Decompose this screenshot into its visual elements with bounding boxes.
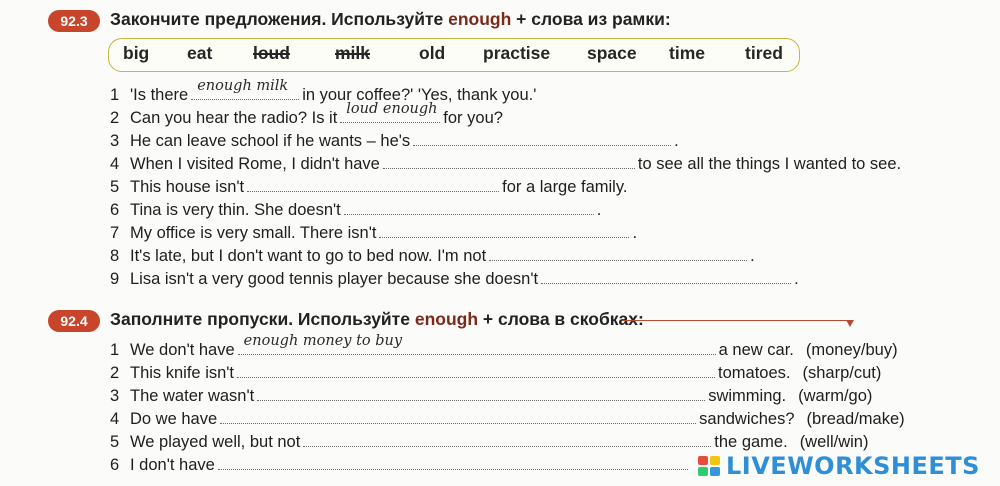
item-number: 5 xyxy=(110,178,120,196)
instruction-text: Закончите предложения. Используйте xyxy=(110,9,449,29)
item-hint: (warm/go) xyxy=(798,387,873,405)
item-text: We played well, but not xyxy=(130,433,301,451)
box-word: eat xyxy=(187,43,213,63)
item-text: Tina is very thin. She doesn't xyxy=(130,201,341,219)
answer-blank[interactable] xyxy=(247,175,499,192)
item-text: . xyxy=(794,270,799,288)
watermark-text: LIVEWORKSHEETS xyxy=(726,452,980,480)
item-number: 4 xyxy=(110,155,120,173)
exercise-item xyxy=(110,333,970,361)
item-text: I don't have xyxy=(130,456,215,474)
exercise-header xyxy=(0,306,1000,336)
item-number: 1 xyxy=(110,86,120,104)
exercise-item xyxy=(110,221,970,244)
item-text: the game. xyxy=(714,433,788,451)
item-text: Do we have xyxy=(130,410,218,428)
item-hint: (sharp/cut) xyxy=(802,364,882,382)
exercise-instruction xyxy=(110,309,644,330)
item-text: swimming. xyxy=(708,387,787,405)
item-text: Lisa isn't a very good tennis player because she doesn't xyxy=(130,270,539,288)
item-number: 1 xyxy=(110,341,120,359)
exercise-item xyxy=(110,430,970,453)
item-text: When I visited Rome, I didn't have xyxy=(130,155,380,173)
item-hint: (well/win) xyxy=(799,433,869,451)
item-number: 3 xyxy=(110,387,120,405)
answer-blank[interactable] xyxy=(257,384,705,401)
answer-blank[interactable] xyxy=(541,267,791,284)
item-text: . xyxy=(596,201,602,219)
item-hint: (bread/make) xyxy=(806,410,905,428)
item-text: for a large family. xyxy=(502,178,628,196)
exercise-item xyxy=(110,101,970,129)
item-text: This house isn't xyxy=(130,178,245,196)
item-text: a new car. xyxy=(718,341,794,359)
answer-blank[interactable] xyxy=(344,198,594,215)
answer-text: loud enough xyxy=(346,101,438,117)
exercise-item xyxy=(110,453,690,476)
answer-blank[interactable] xyxy=(303,430,711,447)
exercise-item xyxy=(110,407,970,430)
box-word-struck: loud xyxy=(253,43,290,63)
instruction-keyword: enough xyxy=(448,9,512,29)
exercise-number-badge: 92.4 xyxy=(48,310,100,332)
answer-blank[interactable] xyxy=(379,221,629,238)
answer-blank[interactable] xyxy=(340,101,440,123)
item-number: 9 xyxy=(110,270,120,288)
exercise-item xyxy=(110,361,970,384)
item-text: tomatoes. xyxy=(718,364,791,382)
word-box xyxy=(108,38,800,72)
exercise-item xyxy=(110,152,970,175)
item-number: 6 xyxy=(110,201,120,219)
item-text: in your coffee?' 'Yes, thank you.' xyxy=(302,86,537,104)
answer-text: enough money to buy xyxy=(243,333,403,349)
exercise-item xyxy=(110,78,970,106)
answer-blank[interactable] xyxy=(383,152,635,169)
item-text: We don't have xyxy=(130,341,235,359)
item-text: sandwiches? xyxy=(699,410,795,428)
exercise-item xyxy=(110,267,970,290)
answer-blank[interactable] xyxy=(413,129,671,146)
item-number: 2 xyxy=(110,364,120,382)
instruction-keyword: enough xyxy=(414,309,479,329)
item-text: It's late, but I don't want to go to bed now. I'm not xyxy=(130,247,487,265)
exercise-item xyxy=(110,129,970,152)
answer-blank[interactable] xyxy=(218,453,688,470)
answer-blank[interactable] xyxy=(238,333,716,355)
item-text: . xyxy=(632,224,638,242)
item-text: Can you hear the radio? Is it xyxy=(130,109,338,127)
box-word-struck: milk xyxy=(335,43,371,63)
box-word: tired xyxy=(745,43,783,63)
answer-blank[interactable] xyxy=(237,361,715,378)
answer-blank[interactable] xyxy=(220,407,696,424)
answer-blank[interactable] xyxy=(191,78,299,100)
item-number: 8 xyxy=(110,247,120,265)
item-text: to see all the things I wanted to see. xyxy=(637,155,902,173)
item-number: 6 xyxy=(110,456,120,474)
liveworksheets-logo-icon xyxy=(698,456,722,478)
item-hint: (money/buy) xyxy=(805,341,898,359)
exercise-item xyxy=(110,244,970,267)
item-number: 2 xyxy=(110,109,120,127)
box-word: space xyxy=(587,43,637,63)
item-text: This knife isn't xyxy=(130,364,235,382)
exercise-number-badge: 92.3 xyxy=(48,10,100,32)
arrow-down-right-icon xyxy=(622,320,852,321)
box-word: big xyxy=(123,43,150,63)
item-text: . xyxy=(750,247,755,265)
item-text: The water wasn't xyxy=(130,387,255,405)
instruction-text: + слова из рамки: xyxy=(511,9,671,29)
item-text: for you? xyxy=(443,109,503,127)
instruction-text: Заполните пропуски. Используйте xyxy=(110,309,415,329)
liveworksheets-watermark xyxy=(698,452,998,482)
item-number: 3 xyxy=(110,132,120,150)
item-number: 7 xyxy=(110,224,120,242)
item-text: . xyxy=(674,132,679,150)
item-text: My office is very small. There isn't xyxy=(130,224,377,242)
exercise-instruction xyxy=(110,9,671,30)
box-word: practise xyxy=(483,43,551,63)
answer-text: enough milk xyxy=(197,78,289,94)
box-word: old xyxy=(419,43,446,63)
item-number: 4 xyxy=(110,410,120,428)
box-word: time xyxy=(669,43,705,63)
item-number: 5 xyxy=(110,433,120,451)
answer-blank[interactable] xyxy=(489,244,747,261)
exercise-item xyxy=(110,175,970,198)
instruction-text: + слова в скобках: xyxy=(478,309,644,329)
exercise-header xyxy=(0,6,1000,36)
item-text: He can leave school if he wants – he's xyxy=(130,132,411,150)
exercise-item xyxy=(110,384,970,407)
exercise-item xyxy=(110,198,970,221)
item-text: 'Is there xyxy=(130,86,189,104)
